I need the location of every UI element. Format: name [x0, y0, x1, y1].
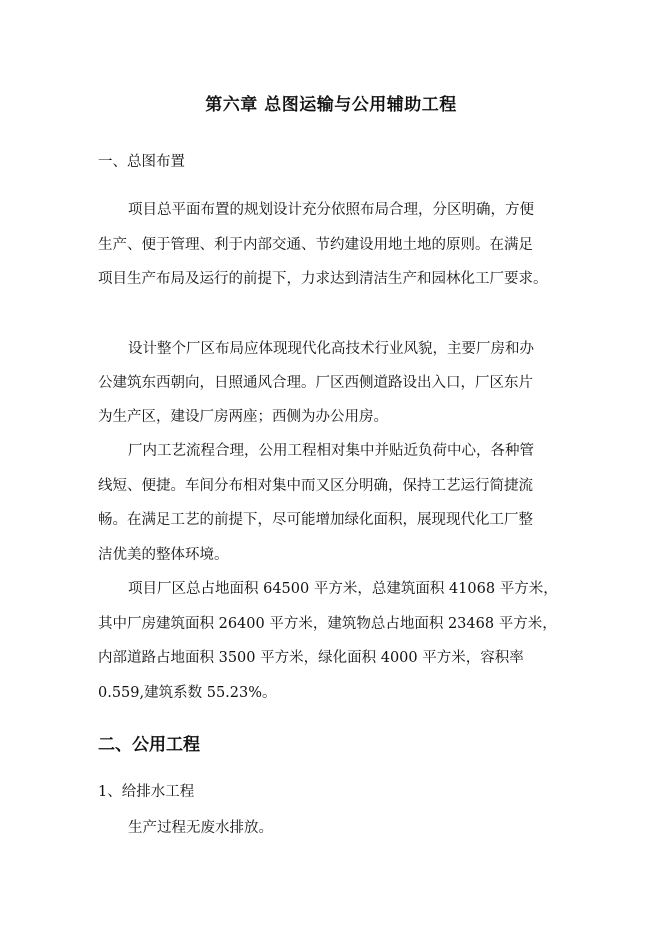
paragraph-line: 内部道路占地面积 3500 平方米，绿化面积 4000 平方米，容积率: [98, 650, 524, 666]
paragraph-line: 项目总平面布置的规划设计充分依照布局合理，分区明确，方便: [128, 202, 534, 218]
section-heading-utilities: 二、公用工程: [98, 735, 200, 755]
paragraph-line: 其中厂房建筑面积 26400 平方米，建筑物总占地面积 23468 平方米，: [98, 616, 557, 632]
paragraph-line: 畅。在满足工艺的前提下，尽可能增加绿化面积，展现现代化工厂整: [98, 512, 533, 528]
paragraph-line: 为生产区，建设厂房两座；西侧为办公用房。: [98, 409, 388, 425]
paragraph-line: 项目厂区总占地面积 64500 平方米，总建筑面积 41068 平方米，: [128, 581, 558, 597]
chapter-title: 第六章 总图运输与公用辅助工程: [205, 95, 457, 115]
subsection-heading-water: 1、给排水工程: [98, 784, 195, 800]
paragraph-line: 设计整个厂区布局应体现现代化高技术行业风貌，主要厂房和办: [128, 341, 534, 357]
section-heading-layout: 一、总图布置: [98, 154, 185, 170]
paragraph-line: 项目生产布局及运行的前提下，力求达到清洁生产和园林化工厂要求。: [98, 271, 548, 287]
paragraph-line: 线短、便捷。车间分布相对集中而又区分明确，保持工艺运行简捷流: [98, 478, 533, 494]
paragraph-line: 0.559,建筑系数 55.23%。: [98, 685, 277, 701]
paragraph-line: 公建筑东西朝向，日照通风合理。厂区西侧道路设出入口，厂区东片: [98, 375, 533, 391]
paragraph-line: 生产过程无废水排放。: [128, 820, 273, 836]
paragraph-line: 生产、便于管理、利于内部交通、节约建设用地土地的原则。在满足: [98, 237, 533, 253]
paragraph-line: 洁优美的整体环境。: [98, 547, 229, 563]
paragraph-line: 厂内工艺流程合理，公用工程相对集中并贴近负荷中心，各种管: [128, 443, 534, 459]
